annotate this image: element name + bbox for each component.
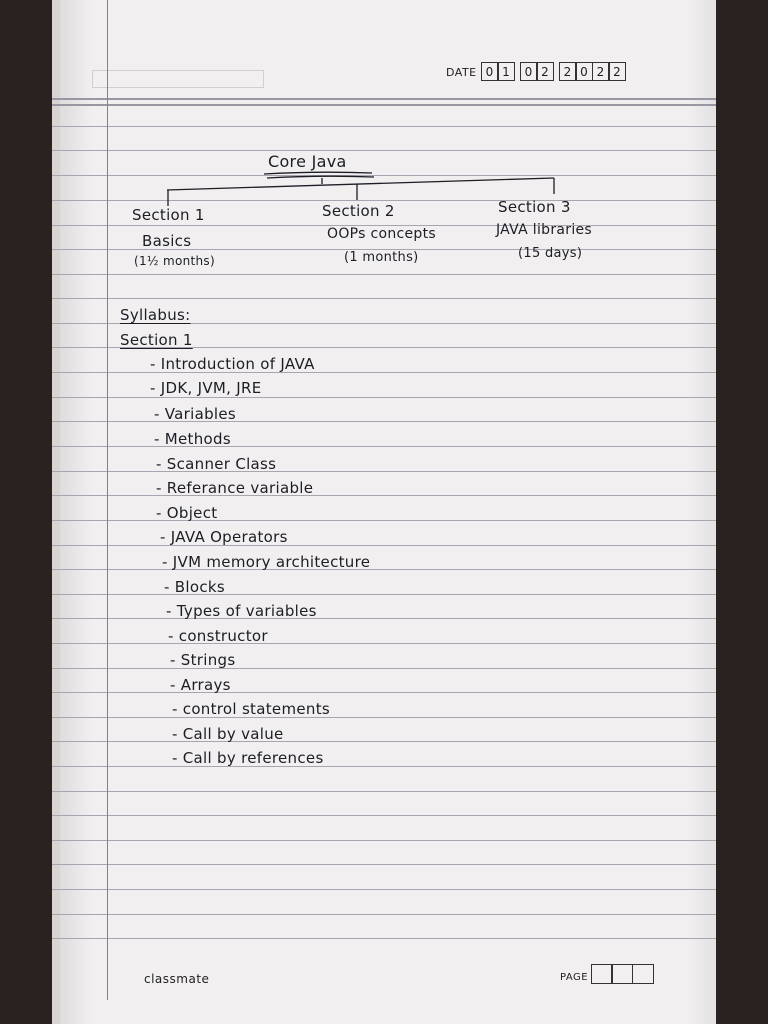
syllabus-item: - Call by value [172, 725, 284, 743]
rule-line [52, 864, 716, 865]
syllabus-item: - Introduction of JAVA [150, 355, 315, 373]
page-number-box [632, 964, 654, 984]
syllabus-item: - Referance variable [156, 479, 314, 497]
page-title: Core Java [268, 152, 347, 171]
section-3-name: Section 3 [498, 198, 571, 216]
page-label: PAGE [560, 972, 589, 983]
rule-line [52, 741, 716, 742]
section-3-topic: JAVA libraries [496, 222, 593, 238]
syllabus-item: - Strings [170, 651, 236, 669]
rule-line [52, 274, 716, 275]
syllabus-item: - Arrays [170, 676, 231, 694]
syllabus-heading: Syllabus: [120, 306, 191, 324]
rule-line [52, 717, 716, 718]
title-underline [267, 176, 374, 178]
syllabus-item: - constructor [168, 627, 268, 645]
date-digit: 0 [481, 62, 499, 81]
syllabus-item: - Blocks [164, 578, 225, 596]
rule-line [52, 668, 716, 669]
date-digit: 2 [559, 62, 577, 81]
syllabus-subheading: Section 1 [120, 331, 193, 349]
rule-line [52, 594, 716, 595]
rule-line [52, 471, 716, 472]
rule-line [52, 766, 716, 767]
rule-line [52, 397, 716, 398]
notebook-page [52, 0, 716, 1024]
date-digit: 0 [575, 62, 593, 81]
date-digit: 1 [497, 62, 515, 81]
date-label: DATE [446, 66, 477, 79]
section-2-name: Section 2 [322, 202, 395, 220]
rule-line [52, 840, 716, 841]
syllabus-item: - Types of variables [166, 602, 317, 620]
syllabus-item: - Object [156, 504, 218, 522]
page-number-boxes [592, 964, 654, 984]
syllabus-item: - JDK, JVM, JRE [150, 379, 262, 397]
date-digit: 2 [536, 62, 554, 81]
syllabus-item: - Call by references [172, 749, 324, 767]
section-1-name: Section 1 [132, 206, 205, 224]
rule-line [52, 889, 716, 890]
syllabus-item: - Variables [154, 405, 237, 423]
rule-line [52, 618, 716, 619]
rule-line [52, 569, 716, 570]
title-underline [264, 172, 372, 174]
rule-line [52, 791, 716, 792]
rule-line [52, 643, 716, 644]
section-2-duration: (1 months) [344, 250, 419, 265]
section-1-topic: Basics [142, 232, 192, 250]
page-number-box [611, 964, 633, 984]
rule-line [52, 692, 716, 693]
syllabus-item: - Methods [154, 430, 231, 448]
date-digit: 2 [608, 62, 626, 81]
rule-line [52, 421, 716, 422]
syllabus-item: - JAVA Operators [160, 528, 288, 546]
tree-branch-line [167, 178, 554, 190]
rule-line [52, 815, 716, 816]
rule-line [52, 545, 716, 546]
rule-line [52, 914, 716, 915]
rule-line [52, 446, 716, 447]
rule-line [52, 520, 716, 521]
date-digit: 2 [592, 62, 610, 81]
rule-line [52, 938, 716, 939]
page-number-box [591, 964, 613, 984]
section-3-duration: (15 days) [518, 246, 583, 261]
syllabus-item: - Scanner Class [156, 455, 277, 473]
section-2-topic: OOPs concepts [327, 226, 436, 242]
rule-line [52, 298, 716, 299]
brand-logo: classmate [144, 972, 210, 986]
rule-line [52, 495, 716, 496]
date-digit: 0 [520, 62, 538, 81]
syllabus-item: - control statements [172, 700, 330, 718]
syllabus-item: - JVM memory architecture [162, 553, 371, 571]
section-1-duration: (1½ months) [134, 254, 215, 268]
